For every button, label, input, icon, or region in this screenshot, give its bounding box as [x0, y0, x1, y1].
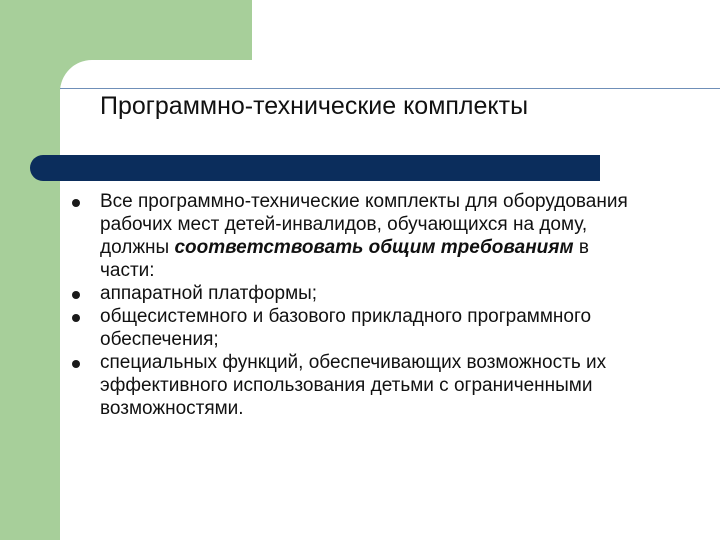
bullet-dot-icon: [72, 291, 80, 299]
bullet-item: [72, 282, 632, 305]
bullet-text: общесистемного и базового прикладного программного обеспечения;: [100, 306, 592, 350]
bullet-item: [72, 351, 632, 420]
bullet-text: аппаратной платформы;: [100, 283, 318, 304]
bullet-text: специальных функций, обеспечивающих возможность их эффективного использования детьми с ограниченными возможностями.: [100, 352, 607, 419]
bullet-dot-icon: [72, 314, 80, 322]
bullet-dot-icon: [72, 360, 80, 368]
bullet-text-tail: в части:: [100, 237, 589, 281]
bullet-emphasis: соответствовать общим требованиям: [174, 237, 574, 258]
bullet-list: [72, 190, 632, 420]
bullet-dot-icon: [72, 199, 80, 207]
title-underline-bar: [30, 155, 600, 181]
bullet-item: [72, 305, 632, 351]
slide-title: Программно-технические комплекты: [100, 92, 529, 120]
left-accent-strip: [0, 0, 60, 540]
bullet-item: [72, 190, 632, 282]
bullet-text: Все программно-технические комплекты для оборудования рабочих мест детей-инвалидов, обучающихся на дому, должны: [100, 191, 628, 258]
